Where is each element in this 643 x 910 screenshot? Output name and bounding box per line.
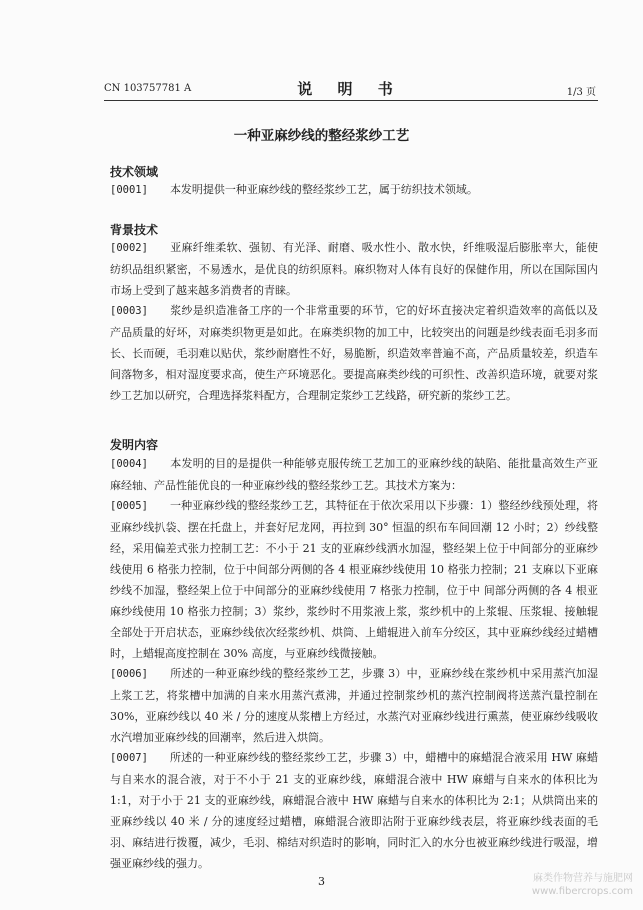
page-number: 3 — [318, 875, 325, 888]
paragraph-number: [0002] — [110, 242, 148, 254]
watermark-url: www.fibercrops.com — [531, 886, 633, 897]
paragraph — [110, 300, 598, 406]
section-heading-background: 背景技术 — [110, 223, 159, 237]
section-heading-invention: 发明内容 — [110, 438, 159, 452]
page-header — [104, 78, 596, 98]
paragraph-text: 浆纱是织造准备工序的一个非常重要的环节，它的好坏直接决定着织造效率的高低以及产品质量的好坏，对麻类织物更是如此。在麻类织物的加工中，比较突出的问题是纱线表面毛羽多而长、长而硬，毛羽难以贴伏，浆纱耐磨性不好，易脆断，织造效率普遍不高，产品质量较差，织造车间落物多，相对湿度要求高，使生产环境恶化。要提高麻类纱线的可织性、改善织造环境，就要对浆纱工艺加以研究，合理选择浆料配方，合理制定浆纱工艺线路，研究新的浆纱工艺。 — [110, 304, 598, 402]
paragraph-text: 所述的一种亚麻纱线的整经浆纱工艺，步骤 3）中，亚麻纱线在浆纱机中采用蒸汽加湿上浆工艺，将浆槽中加满的自来水用蒸汽煮沸，并通过控制浆纱机的蒸汽控制阀将送蒸汽量控制在 30%，亚麻纱线以 40 米 / 分的速度从浆槽上方经过，水蒸汽对亚麻纱线进行熏蒸，使亚麻纱线吸收水汽增加亚麻纱线的回潮率，然后进入烘筒。 — [110, 667, 598, 744]
paragraph-number: [0006] — [110, 668, 148, 680]
paragraph-number: [0007] — [110, 752, 148, 764]
paragraph-text: 本发明的目的是提供一种能够克服传统工艺加工的亚麻纱线的缺陷、能批量高效生产亚麻经轴、产品性能优良的一种亚麻纱线的整经浆纱工艺。其技术方案为： — [110, 457, 598, 492]
paragraph-number: [0003] — [110, 305, 148, 317]
paragraph — [110, 453, 598, 496]
paragraph-number: [0004] — [110, 458, 148, 470]
paragraph-text: 一种亚麻纱线的整经浆纱工艺，其特征在于依次采用以下步骤：1）整经纱线预处理，将亚麻纱线扒袋、摆在托盘上，并套好尼龙网，再拉到 30° 恒温的织布车间回潮 12 小时；2）纱线整经，采用偏差式张力控制工艺：不小于 21 支的亚麻纱线洒水加湿，整经架上位于中间部分的亚麻纱线使用 6 格张力控制，位于中间部分两侧的各 4 根亚麻纱线使用 10 格张力控制；21 支麻以下亚麻纱线不加湿，整经架上位于中间部分的亚麻纱线使用 7 格张力控制，位于中 间部分两侧的各 4 根亚麻纱线使用 10 格张力控制；3）浆纱，浆纱时不用浆液上浆，浆纱机中的上浆辊、压浆辊、接触辊全部处于开启状态，亚麻纱线依次经浆纱机、烘筒、上蜡辊进入前车分绞区，其中亚麻纱线经过蜡槽时，上蜡辊高度控制在 30% 高度，与亚麻纱线微接触。 — [110, 499, 598, 660]
section-heading-tech-field: 技术领域 — [110, 165, 159, 179]
paragraph-text: 亚麻纤维柔软、强韧、有光泽、耐磨、吸水性小、散水快，纤维吸湿后膨胀率大，能使纺织品组织紧密，不易透水，是优良的纺织原料。麻织物对人体有良好的保健作用，所以在国际国内市场上受到了越来越多消费者的青睐。 — [110, 241, 598, 297]
watermark-line: 麻类作物营养与施肥网 — [533, 873, 633, 884]
watermark — [532, 872, 633, 898]
page-count: 1/3 页 — [566, 87, 596, 98]
paragraph-number: [0001] — [110, 184, 148, 196]
publication-number: CN 103757781 A — [104, 83, 192, 94]
paragraph-number: [0005] — [110, 500, 148, 512]
paragraph — [110, 495, 598, 664]
document-type: 说 明 书 — [297, 80, 403, 98]
paragraph — [110, 179, 598, 201]
paragraph-text: 所述的一种亚麻纱线的整经浆纱工艺，步骤 3）中，蜡槽中的麻蜡混合液采用 HW 麻蜡与自来水的混合液，对于不小于 21 支的亚麻纱线，麻蜡混合液中 HW 麻蜡与自来水的体积比为 1:1，对于小于 21 支的亚麻纱线，麻蜡混合液中 HW 麻蜡与自来水的体积比为 2:1；从烘筒出来的亚麻纱线以 40 米 / 分的速度经过蜡槽，麻蜡混合液即沾附于亚麻纱线表层，将亚麻纱线表面的毛羽、麻结进行拨覆，减少，毛羽、棉结对织造时的影响，同时汇入的水分也被亚麻纱线进行吸湿，增强亚麻纱线的强力。 — [110, 751, 598, 870]
paragraph — [110, 237, 598, 301]
paragraph-text: 本发明提供一种亚麻纱线的整经浆纱工艺，属于纺织技术领域。 — [169, 183, 478, 196]
invention-title: 一种亚麻纱线的整经浆纱工艺 — [233, 128, 410, 144]
paragraph — [110, 747, 598, 874]
paragraph — [110, 663, 598, 748]
header-rule — [104, 100, 598, 101]
